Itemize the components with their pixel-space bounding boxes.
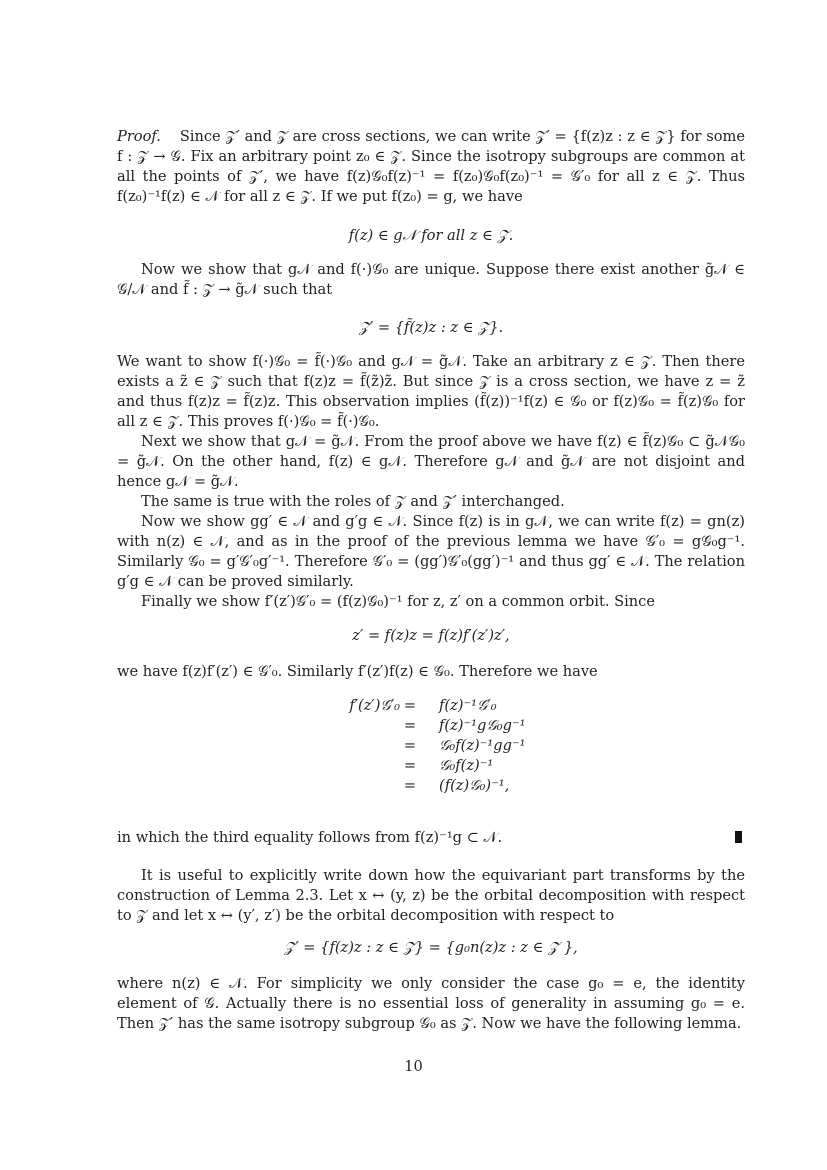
proof-paragraph-7: Finally we show f′(z′)𝒢′₀ = (f(z)𝒢₀)⁻¹ for z, z′ on a common orbit. Since [141,593,655,610]
align-rhs: f(z)⁻¹𝒢′₀ [439,697,497,714]
align-rel: = [403,757,417,774]
proof-paragraph-3: We want to show f(·)𝒢₀ = f̃(·)𝒢₀ and g𝒩 = g̃𝒩. Take an arbitrary z ∈ 𝒵. Then there exists a z̃ ∈ 𝒵 such that f(z)z = f̃(z̃)z̃. But since 𝒵 is a cross section, we have z = z̃ and thus f(z)z = f̃(z)z. This observation implies (f̃(z))⁻¹f(z) ∈ 𝒢₀ or f(z)𝒢₀ = f̃(z)𝒢₀ for all z ∈ 𝒵. This proves f(·)𝒢₀ = f̃(·)𝒢₀. [117,353,745,430]
equation-1: f(z) ∈ g𝒩 for all z ∈ 𝒵. [348,227,514,244]
proof-paragraph-8: we have f(z)f′(z′) ∈ 𝒢′₀. Similarly f′(z′)f(z) ∈ 𝒢₀. Therefore we have [117,663,598,680]
align-row [300,756,600,776]
align-rel: = [403,697,417,714]
align-row [300,736,600,756]
align-rel: = [403,737,417,754]
proof-text-1: Since 𝒵′ and 𝒵 are cross sections, we can write 𝒵′ = {f(z)z : z ∈ 𝒵} for some f : 𝒵 → 𝒢. Fix an arbitrary point z₀ ∈ 𝒵. Since the isotropy subgroups are common at all the points of 𝒵′, we have f(z)𝒢₀f(z)⁻¹ = f(z₀)𝒢₀f(z₀)⁻¹ = 𝒢′₀ for all z ∈ 𝒵. Thus f(z₀)⁻¹f(z) ∈ 𝒩 for all z ∈ 𝒵. If we put f(z₀) = g, we have [117,128,745,205]
align-row [300,776,600,796]
proof-paragraph-2: Now we show that g𝒩 and f(·)𝒢₀ are unique. Suppose there exist another g̃𝒩 ∈ 𝒢/𝒩 and f̃ : 𝒵 → g̃𝒩 such that [117,261,745,298]
paragraph-10: It is useful to explicitly write down how the equivariant part transforms by the construction of Lemma 2.3. Let x ↔ (y, z) be the orbital decomposition with respect to 𝒵 and let x ↔ (y′, z′) be the orbital decomposition with respect to [117,867,745,924]
align-row [300,716,600,736]
paragraph-11: where n(z) ∈ 𝒩. For simplicity we only consider the case g₀ = e, the identity element of 𝒢. Actually there is no essential loss of generality in assuming g₀ = e. Then 𝒵′ has the same isotropy subgroup 𝒢₀ as 𝒵. Now we have the following lemma. [117,975,745,1032]
align-lhs: f′(z′)𝒢′₀ [349,697,400,714]
qed-square-icon [735,831,742,843]
proof-paragraph-4: Next we show that g𝒩 = g̃𝒩. From the proof above we have f(z) ∈ f̃(z)𝒢₀ ⊂ g̃𝒩𝒢₀ = g̃𝒩. On the other hand, f(z) ∈ g𝒩. Therefore g𝒩 and g̃𝒩 are not disjoint and hence g𝒩 = g̃𝒩. [117,433,745,490]
align-rel: = [403,717,417,734]
aligned-equations [300,696,600,796]
proof-paragraph-1 [117,127,745,207]
align-rel: = [403,777,417,794]
proof-label: Proof. [117,128,161,145]
equation-2: 𝒵′ = {f̃(z)z : z ∈ 𝒵}. [358,319,504,336]
proof-paragraph-5: The same is true with the roles of 𝒵 and 𝒵′ interchanged. [141,493,565,510]
proof-paragraph-6: Now we show gg′ ∈ 𝒩 and g′g ∈ 𝒩. Since f(z) is in g𝒩, we can write f(z) = gn(z) with n(z) ∈ 𝒩, and as in the proof of the previous lemma we have 𝒢′₀ = g𝒢₀g⁻¹. Similarly 𝒢₀ = g′𝒢′₀g′⁻¹. Therefore 𝒢′₀ = (gg′)𝒢′₀(gg′)⁻¹ and thus gg′ ∈ 𝒩. The relation g′g ∈ 𝒩 can be proved similarly. [117,513,745,590]
equation-3: z′ = f(z)z = f(z)f′(z′)z′, [352,627,510,644]
proof-paragraph-9: in which the third equality follows from f(z)⁻¹g ⊂ 𝒩. [117,829,503,846]
align-rhs: 𝒢₀f(z)⁻¹ [439,757,494,774]
page-number: 10 [404,1058,423,1075]
align-rhs: (f(z)𝒢₀)⁻¹, [439,777,510,794]
align-row [300,696,600,716]
align-rhs: f(z)⁻¹g𝒢₀g⁻¹ [439,717,526,734]
equation-4: 𝒵′ = {f(z)z : z ∈ 𝒵} = {g₀n(z)z : z ∈ 𝒵 }, [284,939,578,956]
align-rhs: 𝒢₀f(z)⁻¹gg⁻¹ [439,737,526,754]
